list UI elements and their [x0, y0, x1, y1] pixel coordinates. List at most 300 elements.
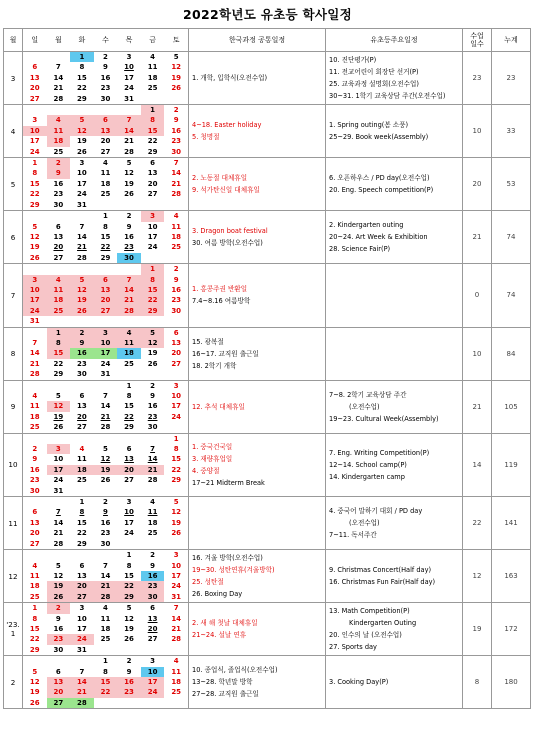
calendar-day: 16: [141, 571, 165, 581]
calendar-day: 26: [124, 190, 134, 199]
calendar-day: 18: [47, 295, 71, 305]
calendar-day: 22: [77, 84, 87, 93]
calendar-day: 9: [47, 168, 71, 178]
common-event: 17~21 Midterm Break: [192, 478, 265, 487]
calendar-week: [23, 94, 188, 104]
calendar-day: 25: [100, 190, 111, 199]
calendar-day: 9: [173, 116, 179, 125]
common-event: 7.4~8.16 여름방학: [192, 297, 251, 306]
calendar-week: [23, 105, 188, 115]
calendar-day: 30: [171, 306, 182, 315]
calendar-day: 9: [126, 667, 132, 676]
calendar-day: 20: [117, 465, 141, 475]
calendar-day: 22: [29, 190, 40, 199]
calendar-day: 2: [47, 158, 71, 168]
calendar-day: [164, 486, 188, 496]
calendar-day: 3: [173, 551, 179, 560]
calendar-day: 15: [124, 571, 134, 580]
main-event: 16. Christmas Fun Fair(Half day): [329, 578, 436, 587]
calendar-day: 24: [70, 634, 94, 644]
month-calendar: [23, 497, 189, 550]
main-event: 1. Spring outing(봄 소풍): [329, 121, 409, 130]
calendar-day: 8: [103, 667, 108, 676]
calendar-day: [117, 264, 141, 274]
calendar-day: 7: [150, 445, 156, 454]
calendar-day: 2: [126, 657, 132, 666]
main-event: 4. 중국어 말하기 대회 / PD day: [329, 507, 423, 516]
calendar-grid: [23, 656, 188, 708]
common-event: 2. 노동절 대체휴일: [192, 174, 248, 183]
calendar-day: 13: [94, 285, 118, 295]
calendar-day: 3: [23, 275, 47, 285]
calendar-day: [117, 698, 141, 708]
calendar-day: [94, 434, 118, 444]
calendar-day: 6: [150, 159, 156, 168]
calendar-day: 6: [32, 508, 38, 517]
weekday-label: 금: [149, 35, 156, 44]
main-event: 6. 오픈하우스 / PD day(오전수업): [329, 174, 430, 183]
calendar-day: [47, 434, 71, 444]
calendar-day: 5: [32, 222, 38, 231]
common-events: [189, 327, 326, 380]
calendar-day: 10: [94, 338, 118, 348]
common-event: 16. 겨울 방학(오전수업): [192, 554, 263, 563]
month-label: 5: [4, 158, 23, 211]
month-row: [4, 433, 531, 496]
calendar-day: 10: [124, 63, 134, 72]
month-calendar: [23, 211, 189, 264]
calendar-day: 17: [23, 295, 47, 305]
calendar-day: 18: [29, 582, 40, 591]
common-event: 25. 성탄절: [192, 578, 224, 587]
main-events: [326, 158, 463, 211]
calendar-day: 9: [103, 508, 108, 517]
calendar-day: 23: [141, 581, 165, 591]
calendar-day: 20: [53, 243, 64, 252]
calendar-day: 30: [53, 200, 64, 209]
calendar-day: [47, 52, 71, 62]
calendar-day: 6: [55, 222, 61, 231]
calendar-day: 2: [103, 53, 108, 61]
calendar-day: 12: [29, 677, 40, 686]
main-event: 13. Math Competition(P): [329, 607, 410, 616]
calendar-day: 12: [124, 614, 134, 623]
calendar-day: 30: [100, 94, 111, 103]
calendar-day: 28: [147, 476, 158, 485]
common-event: 4~18. Easter holiday: [192, 121, 262, 130]
main-event: Kindergarten Outing: [349, 619, 417, 628]
calendar-day: 16: [171, 126, 182, 135]
calendar-day: 27: [94, 306, 118, 316]
calendar-week: [23, 359, 188, 369]
calendar-day: 5: [55, 392, 61, 400]
calendar-day: 3: [79, 159, 85, 168]
calendar-day: 28: [53, 539, 64, 548]
calendar-day: 4: [173, 657, 179, 666]
common-event: 16~17. 교직원 출근일: [192, 349, 259, 358]
cumulative-days: 141: [492, 497, 531, 550]
calendar-week: [23, 518, 188, 528]
main-events: [326, 52, 463, 105]
calendar-day: 21: [70, 687, 94, 697]
calendar-day: 18: [29, 412, 40, 421]
calendar-day: 10: [147, 222, 158, 231]
month-label: 8: [4, 327, 23, 380]
calendar-day: 5: [126, 604, 132, 613]
calendar-week: [23, 115, 188, 125]
calendar-grid: [23, 211, 188, 263]
calendar-day: 13: [77, 402, 87, 411]
calendar-day: 12: [171, 63, 182, 72]
common-events: [189, 656, 326, 709]
calendar-day: 25: [124, 359, 134, 368]
calendar-day: [117, 105, 141, 115]
calendar-day: 25: [29, 592, 40, 601]
calendar-day: 27: [53, 253, 64, 262]
main-events: [326, 105, 463, 158]
calendar-day: 5: [70, 275, 94, 285]
calendar-day: 21: [100, 412, 111, 421]
calendar-day: 29: [29, 645, 40, 654]
calendar-day: 25: [171, 688, 182, 697]
header-calendar: [23, 29, 189, 52]
calendar-day: 5: [173, 53, 179, 61]
calendar-day: [47, 550, 71, 560]
calendar-day: 5: [32, 667, 38, 676]
calendar-day: 29: [147, 147, 158, 156]
calendar-day: [141, 316, 165, 326]
calendar-day: 21: [117, 295, 141, 305]
calendar-day: 8: [32, 614, 38, 623]
calendar-day: 2: [47, 603, 71, 613]
calendar-week: [23, 242, 188, 252]
calendar-day: 10: [171, 561, 182, 570]
calendar-week: [23, 507, 188, 517]
main-event: 20. Eng. Speech competition(P): [329, 186, 434, 195]
calendar-day: [94, 316, 118, 326]
calendar-day: 3: [126, 53, 132, 61]
calendar-day: 18: [171, 232, 182, 241]
calendar-day: 29: [141, 306, 165, 316]
calendar-day: 30: [171, 147, 182, 156]
school-days: 8: [463, 656, 492, 709]
main-event: 19~23. Cultural Week(Assembly): [329, 414, 439, 423]
calendar-day: 22: [77, 529, 87, 538]
calendar-day: 26: [47, 592, 71, 602]
month-row: [4, 264, 531, 327]
calendar-day: [94, 381, 118, 391]
common-event: 18. 2학기 개학: [192, 361, 237, 370]
calendar-day: 20: [77, 412, 87, 421]
calendar-day: 3: [94, 328, 118, 338]
calendar-week: [23, 253, 188, 263]
weekday-header: [23, 35, 188, 45]
calendar-week: [23, 200, 188, 210]
common-event: 10. 종업식, 졸업식(오전수업): [192, 666, 278, 675]
calendar-day: 6: [79, 561, 85, 570]
calendar-day: 12: [100, 455, 111, 464]
calendar-day: [94, 698, 118, 708]
main-event: 28. Science Fair(P): [329, 245, 391, 254]
calendar-day: 4: [103, 604, 108, 613]
school-days: 22: [463, 497, 492, 550]
calendar-grid: [23, 328, 188, 380]
calendar-week: [23, 434, 188, 444]
calendar-day: 28: [77, 253, 87, 262]
calendar-day: 6: [94, 275, 118, 285]
month-calendar: [23, 327, 189, 380]
common-events: [189, 211, 326, 264]
calendar-day: 4: [47, 275, 71, 285]
calendar-day: [23, 211, 47, 221]
main-event: 10. 진단평가(P): [329, 56, 377, 65]
calendar-day: 29: [124, 423, 134, 432]
calendar-day: 17: [171, 402, 182, 411]
calendar-day: 20: [47, 687, 71, 697]
calendar-week: [23, 391, 188, 401]
calendar-day: 23: [147, 412, 158, 421]
calendar-day: 30: [77, 370, 87, 379]
common-events: [189, 550, 326, 603]
header-cumulative: 누계: [492, 29, 531, 52]
calendar-day: 10: [53, 455, 64, 464]
calendar-day: 8: [141, 115, 165, 125]
cumulative-days: 33: [492, 105, 531, 158]
calendar-day: 6: [150, 604, 156, 613]
calendar-day: [94, 550, 118, 560]
main-events: [326, 603, 463, 656]
calendar-day: 4: [150, 498, 156, 507]
month-label: 9: [4, 380, 23, 433]
calendar-day: 28: [29, 370, 40, 379]
calendar-day: 1: [103, 212, 108, 221]
calendar-day: 15: [141, 285, 165, 295]
main-events: [326, 264, 463, 327]
school-days: 21: [463, 211, 492, 264]
calendar-day: 3: [32, 116, 38, 125]
month-row: [4, 380, 531, 433]
common-events: [189, 380, 326, 433]
calendar-day: 12: [141, 338, 165, 348]
calendar-week: [23, 656, 188, 666]
calendar-day: 13: [53, 232, 64, 241]
calendar-day: 24: [171, 582, 182, 591]
calendar-day: 5: [141, 328, 165, 338]
calendar-day: 10: [141, 667, 165, 677]
calendar-day: 7: [79, 222, 85, 231]
calendar-day: 6: [94, 115, 118, 125]
main-event: 12~14. School camp(P): [329, 460, 407, 469]
calendar-day: 27: [147, 635, 158, 644]
calendar-day: [141, 698, 165, 708]
calendar-week: [23, 550, 188, 560]
calendar-day: 26: [171, 84, 182, 93]
calendar-day: 24: [23, 306, 47, 316]
main-events: [326, 380, 463, 433]
calendar-day: 16: [117, 677, 141, 687]
month-calendar: [23, 158, 189, 211]
calendar-day: 30: [29, 486, 40, 495]
calendar-day: 7: [173, 159, 179, 168]
calendar-day: 6: [32, 63, 38, 72]
calendar-grid: [23, 497, 188, 549]
calendar-day: 15: [94, 677, 118, 687]
calendar-day: 22: [147, 137, 158, 146]
calendar-week: [23, 222, 188, 232]
calendar-day: 16: [53, 624, 64, 633]
month-row: [4, 158, 531, 211]
month-calendar: [23, 603, 189, 656]
calendar-week: [23, 645, 188, 655]
calendar-day: 6: [79, 392, 85, 400]
page-title: 2022학년도 유초등 학사일정: [182, 7, 353, 22]
calendar-day: 15: [29, 179, 40, 188]
calendar-day: [47, 656, 71, 666]
calendar-day: 4: [79, 445, 85, 454]
calendar-day: 27: [70, 592, 94, 602]
calendar-day: 15: [29, 624, 40, 633]
calendar-day: 23: [171, 296, 182, 305]
calendar-day: 10: [171, 392, 182, 400]
calendar-day: 19: [171, 73, 182, 82]
cumulative-days: 180: [492, 656, 531, 709]
month-label: 7: [4, 264, 23, 327]
calendar-grid: [23, 52, 188, 104]
calendar-week: [23, 454, 188, 464]
calendar-day: [94, 645, 118, 655]
month-calendar: [23, 105, 189, 158]
calendar-day: [117, 434, 141, 444]
calendar-day: 15: [47, 348, 71, 358]
calendar-day: 15: [171, 455, 182, 464]
calendar-day: 26: [77, 147, 87, 156]
calendar-day: 8: [141, 275, 165, 285]
calendar-day: 8: [32, 169, 38, 178]
calendar-day: [141, 434, 165, 444]
calendar-day: 10: [23, 285, 47, 295]
calendar-day: 4: [117, 328, 141, 338]
calendar-day: 2: [103, 498, 108, 507]
calendar-day: 16: [124, 232, 134, 241]
cumulative-days: 163: [492, 550, 531, 603]
calendar-day: [164, 316, 188, 326]
calendar-day: 24: [53, 476, 64, 485]
calendar-week: [23, 614, 188, 624]
month-calendar: [23, 656, 189, 709]
calendar-day: 19: [29, 688, 40, 697]
month-calendar: [23, 264, 189, 327]
main-event: 7~8. 2학기 교육상담 주간: [329, 390, 407, 399]
header-row: [4, 29, 531, 52]
calendar-day: 8: [79, 508, 85, 517]
calendar-day: 19: [94, 465, 118, 475]
calendar-grid: [23, 381, 188, 433]
calendar-day: 11: [100, 614, 111, 623]
calendar-day: [164, 539, 188, 549]
calendar-day: 7: [103, 392, 108, 400]
calendar-day: 16: [29, 465, 40, 474]
calendar-week: [23, 62, 188, 72]
calendar-day: [94, 200, 118, 210]
calendar-day: 25: [147, 84, 158, 93]
common-event: 4. 중양절: [192, 466, 220, 475]
calendar-day: 17: [77, 179, 87, 188]
calendar-day: 27: [29, 94, 40, 103]
calendar-day: 30: [53, 645, 64, 654]
calendar-week: [23, 401, 188, 411]
calendar-day: 26: [147, 359, 158, 368]
calendar-day: 20: [29, 84, 40, 93]
main-events: [326, 656, 463, 709]
calendar-week: [23, 126, 188, 136]
calendar-day: [141, 645, 165, 655]
calendar-day: [23, 381, 47, 391]
month-row: [4, 603, 531, 656]
calendar-day: 13: [147, 614, 158, 623]
calendar-grid: [23, 264, 188, 326]
calendar-day: 4: [173, 212, 179, 221]
calendar-day: 18: [47, 136, 71, 146]
main-event: 11. 전교어린이 회장단 선거(P): [329, 68, 419, 77]
month-row: [4, 497, 531, 550]
calendar-day: 12: [53, 571, 64, 580]
calendar-week: [23, 232, 188, 242]
month-label: 4: [4, 105, 23, 158]
calendar-day: 9: [103, 63, 108, 72]
calendar-day: 21: [141, 465, 165, 475]
main-event: 14. Kindergarten camp: [329, 472, 405, 481]
calendar-day: [164, 645, 188, 655]
calendar-day: 3: [150, 657, 156, 666]
calendar-week: [23, 381, 188, 391]
calendar-day: [23, 497, 47, 507]
calendar-day: 17: [147, 232, 158, 241]
common-events: [189, 603, 326, 656]
calendar-day: [94, 486, 118, 496]
calendar-day: [141, 94, 165, 104]
calendar-day: 3: [47, 444, 71, 454]
calendar-day: 17: [124, 73, 134, 82]
calendar-day: 18: [147, 518, 158, 527]
calendar-day: 30: [141, 592, 165, 602]
calendar-week: [23, 497, 188, 507]
calendar-day: 18: [171, 677, 182, 686]
calendar-day: 14: [117, 126, 141, 136]
calendar-day: 28: [124, 147, 134, 156]
calendar-day: [23, 656, 47, 666]
calendar-day: 9: [55, 614, 61, 623]
calendar-day: 4: [150, 53, 156, 61]
month-label: 11: [4, 497, 23, 550]
calendar-day: 8: [47, 338, 71, 348]
calendar-day: 2: [150, 551, 156, 560]
calendar-day: 18: [117, 348, 141, 358]
calendar-week: [23, 83, 188, 93]
calendar-day: 21: [171, 179, 182, 188]
month-calendar: [23, 52, 189, 105]
main-event: 27. Sports day: [329, 643, 377, 652]
calendar-week: [23, 158, 188, 168]
calendar-day: 22: [94, 687, 118, 697]
calendar-day: 22: [53, 359, 64, 368]
calendar-day: 14: [100, 402, 111, 411]
calendar-week: [23, 444, 188, 454]
calendar-day: 28: [94, 592, 118, 602]
calendar-day: 26: [53, 423, 64, 432]
common-event: 1. 중국건국일: [192, 442, 233, 451]
calendar-day: [47, 497, 71, 507]
calendar-day: 19: [124, 624, 134, 633]
